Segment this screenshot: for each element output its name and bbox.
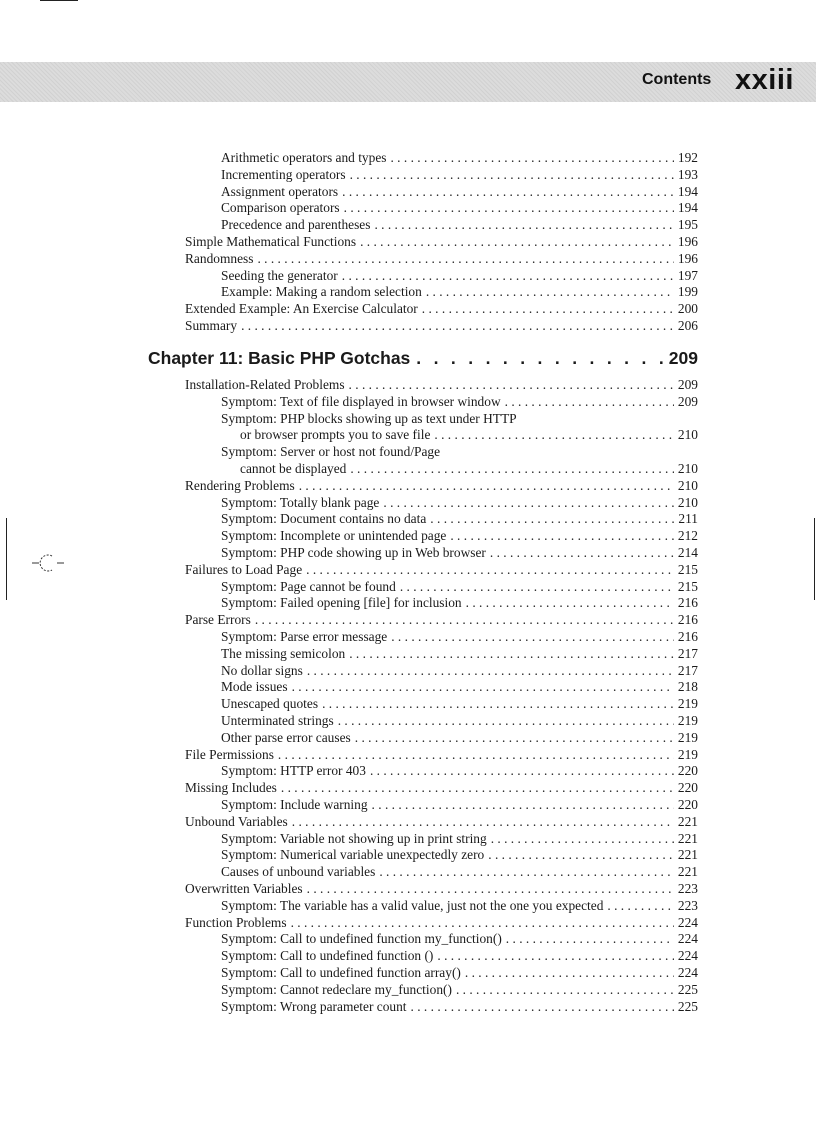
dot-leader	[292, 814, 674, 830]
dot-leader	[456, 982, 674, 998]
dot-leader	[506, 931, 674, 947]
toc-entry-title: Symptom: Call to undefined function ()	[221, 948, 434, 964]
toc-entry-title: Rendering Problems	[185, 477, 295, 493]
dot-leader	[349, 646, 674, 662]
dot-leader	[338, 713, 674, 729]
toc-entry-page: 211	[678, 511, 698, 527]
dot-leader	[434, 427, 674, 443]
dot-leader	[344, 200, 674, 216]
dot-leader	[383, 495, 674, 511]
toc-entry-page: 224	[677, 931, 698, 947]
toc-entry	[221, 217, 698, 234]
toc-entry-title: Function Problems	[185, 914, 287, 930]
toc-entry-title: Installation-Related Problems	[185, 377, 345, 392]
chapter-title: Chapter 11: Basic PHP Gotchas	[148, 348, 411, 368]
dot-leader	[281, 780, 674, 796]
toc-entry-page: 215	[677, 578, 698, 594]
toc-entry-title: Symptom: Numerical variable unexpectedly zero	[221, 847, 485, 863]
toc-entry-page: 210	[677, 494, 698, 510]
toc-entry-title: Symptom: Variable not showing up in print string	[221, 830, 487, 846]
toc-entry	[221, 797, 698, 814]
dot-leader	[307, 881, 674, 897]
dot-leader	[322, 696, 674, 712]
toc-entry	[221, 184, 698, 201]
dot-leader	[292, 679, 674, 695]
dot-leader	[390, 150, 673, 166]
toc-entry	[221, 495, 698, 512]
toc-entry	[221, 444, 440, 461]
toc-entry-title: Assignment operators	[221, 183, 339, 199]
dot-leader	[488, 847, 674, 863]
toc-entry-page: 212	[677, 528, 698, 544]
dot-leader	[491, 831, 674, 847]
toc-entry-title: No dollar signs	[221, 662, 303, 678]
running-header-section: Contents	[642, 71, 712, 88]
toc-entry-title: Symptom: Call to undefined function array()	[221, 965, 461, 980]
toc-entry	[221, 965, 698, 982]
toc-entry-page: 196	[677, 250, 698, 266]
dot-leader	[255, 612, 674, 628]
toc-entry-page: 210	[677, 461, 698, 476]
toc-entry-title: Arithmetic operators and types	[221, 150, 387, 165]
toc-entry-page: 214	[677, 545, 698, 560]
dot-leader	[349, 377, 674, 393]
toc-entry-page: 216	[677, 595, 698, 611]
toc-entry	[185, 478, 698, 495]
dot-leader	[342, 184, 674, 200]
dot-leader	[465, 965, 674, 981]
toc-entry	[221, 394, 698, 411]
toc-entry	[221, 999, 698, 1016]
toc-entry-title: Failures to Load Page	[185, 561, 303, 577]
toc-entry	[185, 234, 698, 251]
toc-entry	[185, 814, 698, 831]
toc-entry-title: Symptom: Text of file displayed in browser window	[221, 393, 501, 409]
toc-entry-title: Unterminated strings	[221, 713, 334, 728]
toc-entry	[221, 200, 698, 217]
toc-entry	[221, 284, 698, 301]
toc-entry-title: Mode issues	[221, 679, 288, 695]
toc-entry-title: Randomness	[185, 250, 254, 266]
toc-entry-title: Unbound Variables	[185, 813, 288, 829]
toc-entry-page: 221	[677, 830, 698, 846]
toc-entry-page: 220	[677, 780, 698, 796]
registration-mark-icon	[32, 552, 66, 574]
toc-entry-title: File Permissions	[185, 746, 274, 762]
chapter-heading	[148, 348, 698, 369]
toc-entry-title: Overwritten Variables	[185, 881, 303, 896]
toc-entry-page: 196	[677, 234, 698, 249]
dot-leader	[355, 730, 674, 746]
toc-entry	[221, 545, 698, 562]
toc-entry-title: Symptom: Cannot redeclare my_function()	[221, 981, 452, 997]
toc-entry	[185, 562, 698, 579]
toc-entry-page: 219	[677, 713, 698, 728]
toc-entry	[221, 150, 698, 167]
toc-entry-title: Symptom: Failed opening [file] for inclusion	[221, 595, 462, 611]
toc-entry	[221, 679, 698, 696]
toc-entry-page: 225	[677, 998, 698, 1014]
dot-leader	[426, 284, 674, 300]
dot-leader	[370, 763, 674, 779]
dot-leader	[299, 478, 674, 494]
toc-entry-title: Symptom: Document contains no data	[221, 511, 427, 527]
toc-entry-page: 224	[677, 914, 698, 930]
toc-entry	[221, 898, 698, 915]
dot-leader	[490, 545, 674, 561]
toc-entry-page: 195	[677, 217, 698, 233]
toc-entry-page: 199	[677, 284, 698, 300]
toc-entry-title: Symptom: PHP blocks showing up as text under HTTP	[221, 410, 517, 426]
toc-entry-title: Summary	[185, 318, 238, 333]
toc-entry-page: 206	[677, 318, 698, 333]
toc-entry	[221, 268, 698, 285]
toc-entry-page: 224	[677, 948, 698, 964]
dot-leader	[374, 217, 673, 233]
toc-entry-page: 216	[677, 629, 698, 644]
toc-entry-title: Unescaped quotes	[221, 696, 319, 712]
dot-leader	[379, 864, 674, 880]
toc-entry-page: 217	[677, 662, 698, 678]
toc-entry	[221, 696, 698, 713]
dot-leader	[422, 301, 674, 317]
toc-entry	[240, 427, 698, 444]
dot-leader	[450, 528, 674, 544]
toc-entry	[185, 301, 698, 318]
dot-leader	[350, 167, 674, 183]
dot-leader	[505, 394, 674, 410]
chapter-page: 209	[668, 348, 698, 368]
toc-entry	[185, 612, 698, 629]
dot-leader	[350, 461, 674, 477]
toc-entry	[221, 511, 698, 528]
toc-entry	[221, 831, 698, 848]
toc-entry	[185, 377, 698, 394]
toc-entry-title: Symptom: Call to undefined function my_function()	[221, 931, 502, 947]
toc-entry-title: Symptom: The variable has a valid value, just not the one you expected	[221, 897, 604, 913]
toc-entry-title: Symptom: Include warning	[221, 797, 368, 812]
toc-entry-title: Missing Includes	[185, 780, 277, 796]
toc-entry-title: Symptom: Totally blank page	[221, 494, 380, 510]
toc-entry	[221, 629, 698, 646]
toc-entry-title: Symptom: HTTP error 403	[221, 763, 366, 779]
toc-entry	[221, 663, 698, 680]
toc-entry	[240, 461, 698, 478]
toc-entry-title: Symptom: Parse error message	[221, 629, 388, 644]
toc-entry	[221, 982, 698, 999]
toc-entry-title: The missing semicolon	[221, 645, 346, 661]
toc-entry-title: Extended Example: An Exercise Calculator	[185, 301, 418, 317]
toc-entry-title: Symptom: Incomplete or unintended page	[221, 528, 447, 544]
toc-entry	[185, 780, 698, 797]
toc-entry-title: Symptom: Wrong parameter count	[221, 998, 407, 1014]
toc-entry	[221, 528, 698, 545]
margin-rule-right	[814, 518, 815, 600]
dot-leader	[466, 595, 674, 611]
page-number: xxiii	[735, 64, 794, 96]
dot-leader	[360, 234, 674, 250]
toc-entry-title: Symptom: PHP code showing up in Web browser	[221, 545, 486, 560]
dot-leader	[437, 948, 674, 964]
crop-mark	[40, 0, 78, 1]
toc-entry-page: 210	[677, 427, 698, 443]
toc-entry-title: Symptom: Page cannot be found	[221, 578, 396, 594]
toc-entry	[221, 730, 698, 747]
margin-rule-left	[6, 518, 7, 600]
toc-entry-page: 194	[677, 200, 698, 216]
toc-entry-page: 218	[677, 679, 698, 695]
toc-entry-page: 221	[677, 813, 698, 829]
toc-entry-page: 215	[677, 561, 698, 577]
toc-entry-page: 219	[677, 729, 698, 745]
toc-entry	[185, 881, 698, 898]
toc-entry	[185, 747, 698, 764]
toc-entry-page: 217	[677, 645, 698, 661]
toc-entry	[221, 864, 698, 881]
toc-entry-page: 225	[677, 981, 698, 997]
toc-entry-title: Simple Mathematical Functions	[185, 234, 357, 249]
toc-entry	[221, 713, 698, 730]
toc-entry	[185, 318, 698, 335]
toc-entry-page: 216	[677, 612, 698, 628]
dot-leader	[400, 579, 674, 595]
toc-entry-page: 192	[677, 150, 698, 165]
toc-entry	[185, 915, 698, 932]
toc-entry-title: Incrementing operators	[221, 166, 346, 182]
toc-entry	[221, 595, 698, 612]
toc-entry-page: 209	[677, 377, 698, 392]
toc-entry-title: Other parse error causes	[221, 729, 351, 745]
toc-entry	[221, 763, 698, 780]
dot-leader	[307, 663, 674, 679]
toc-entry-page: 194	[677, 183, 698, 199]
toc-entry	[221, 931, 698, 948]
dot-leader	[306, 562, 674, 578]
toc-entry-page: 200	[677, 301, 698, 317]
toc-entry-page: 224	[677, 965, 698, 980]
toc-entry-title: Precedence and parentheses	[221, 217, 371, 233]
toc-entry	[221, 847, 698, 864]
toc-entry-title: cannot be displayed	[240, 461, 347, 476]
toc-entry-page: 219	[677, 696, 698, 712]
dot-leader	[291, 915, 674, 931]
toc-entry-page: 219	[677, 746, 698, 762]
toc-entry-page: 210	[677, 477, 698, 493]
toc-entry-title: Parse Errors	[185, 612, 251, 628]
toc-entry-title: Example: Making a random selection	[221, 284, 422, 300]
toc-entry-title: Seeding the generator	[221, 267, 338, 283]
dot-leader	[430, 511, 674, 527]
toc-entry	[221, 646, 698, 663]
dot-leader	[342, 268, 674, 284]
toc-entry-page: 221	[677, 847, 698, 863]
dot-leader	[391, 629, 674, 645]
toc-entry	[221, 579, 698, 596]
toc-entry-title: Symptom: Server or host not found/Page	[221, 444, 441, 460]
toc-entry-title: or browser prompts you to save file	[240, 427, 431, 443]
dot-leader	[416, 348, 663, 369]
toc-entry-page: 209	[677, 393, 698, 409]
dot-leader	[257, 251, 673, 267]
dot-leader	[372, 797, 674, 813]
toc-entry-page: 197	[677, 267, 698, 283]
toc-entry-title: Causes of unbound variables	[221, 864, 376, 880]
dot-leader	[241, 318, 674, 334]
toc-entry-page: 221	[677, 864, 698, 880]
toc-entry	[221, 948, 698, 965]
toc-entry-page: 223	[677, 881, 698, 896]
dot-leader	[607, 898, 674, 914]
toc-entry-page: 223	[677, 897, 698, 913]
dot-leader	[411, 999, 674, 1015]
toc-entry	[185, 251, 698, 268]
toc-entry	[221, 411, 517, 428]
toc-entry	[221, 167, 698, 184]
toc-entry-title: Comparison operators	[221, 200, 340, 216]
dot-leader	[278, 747, 674, 763]
toc-entry-page: 220	[677, 763, 698, 779]
toc-entry-page: 193	[677, 166, 698, 182]
toc-entry-page: 220	[677, 797, 698, 812]
